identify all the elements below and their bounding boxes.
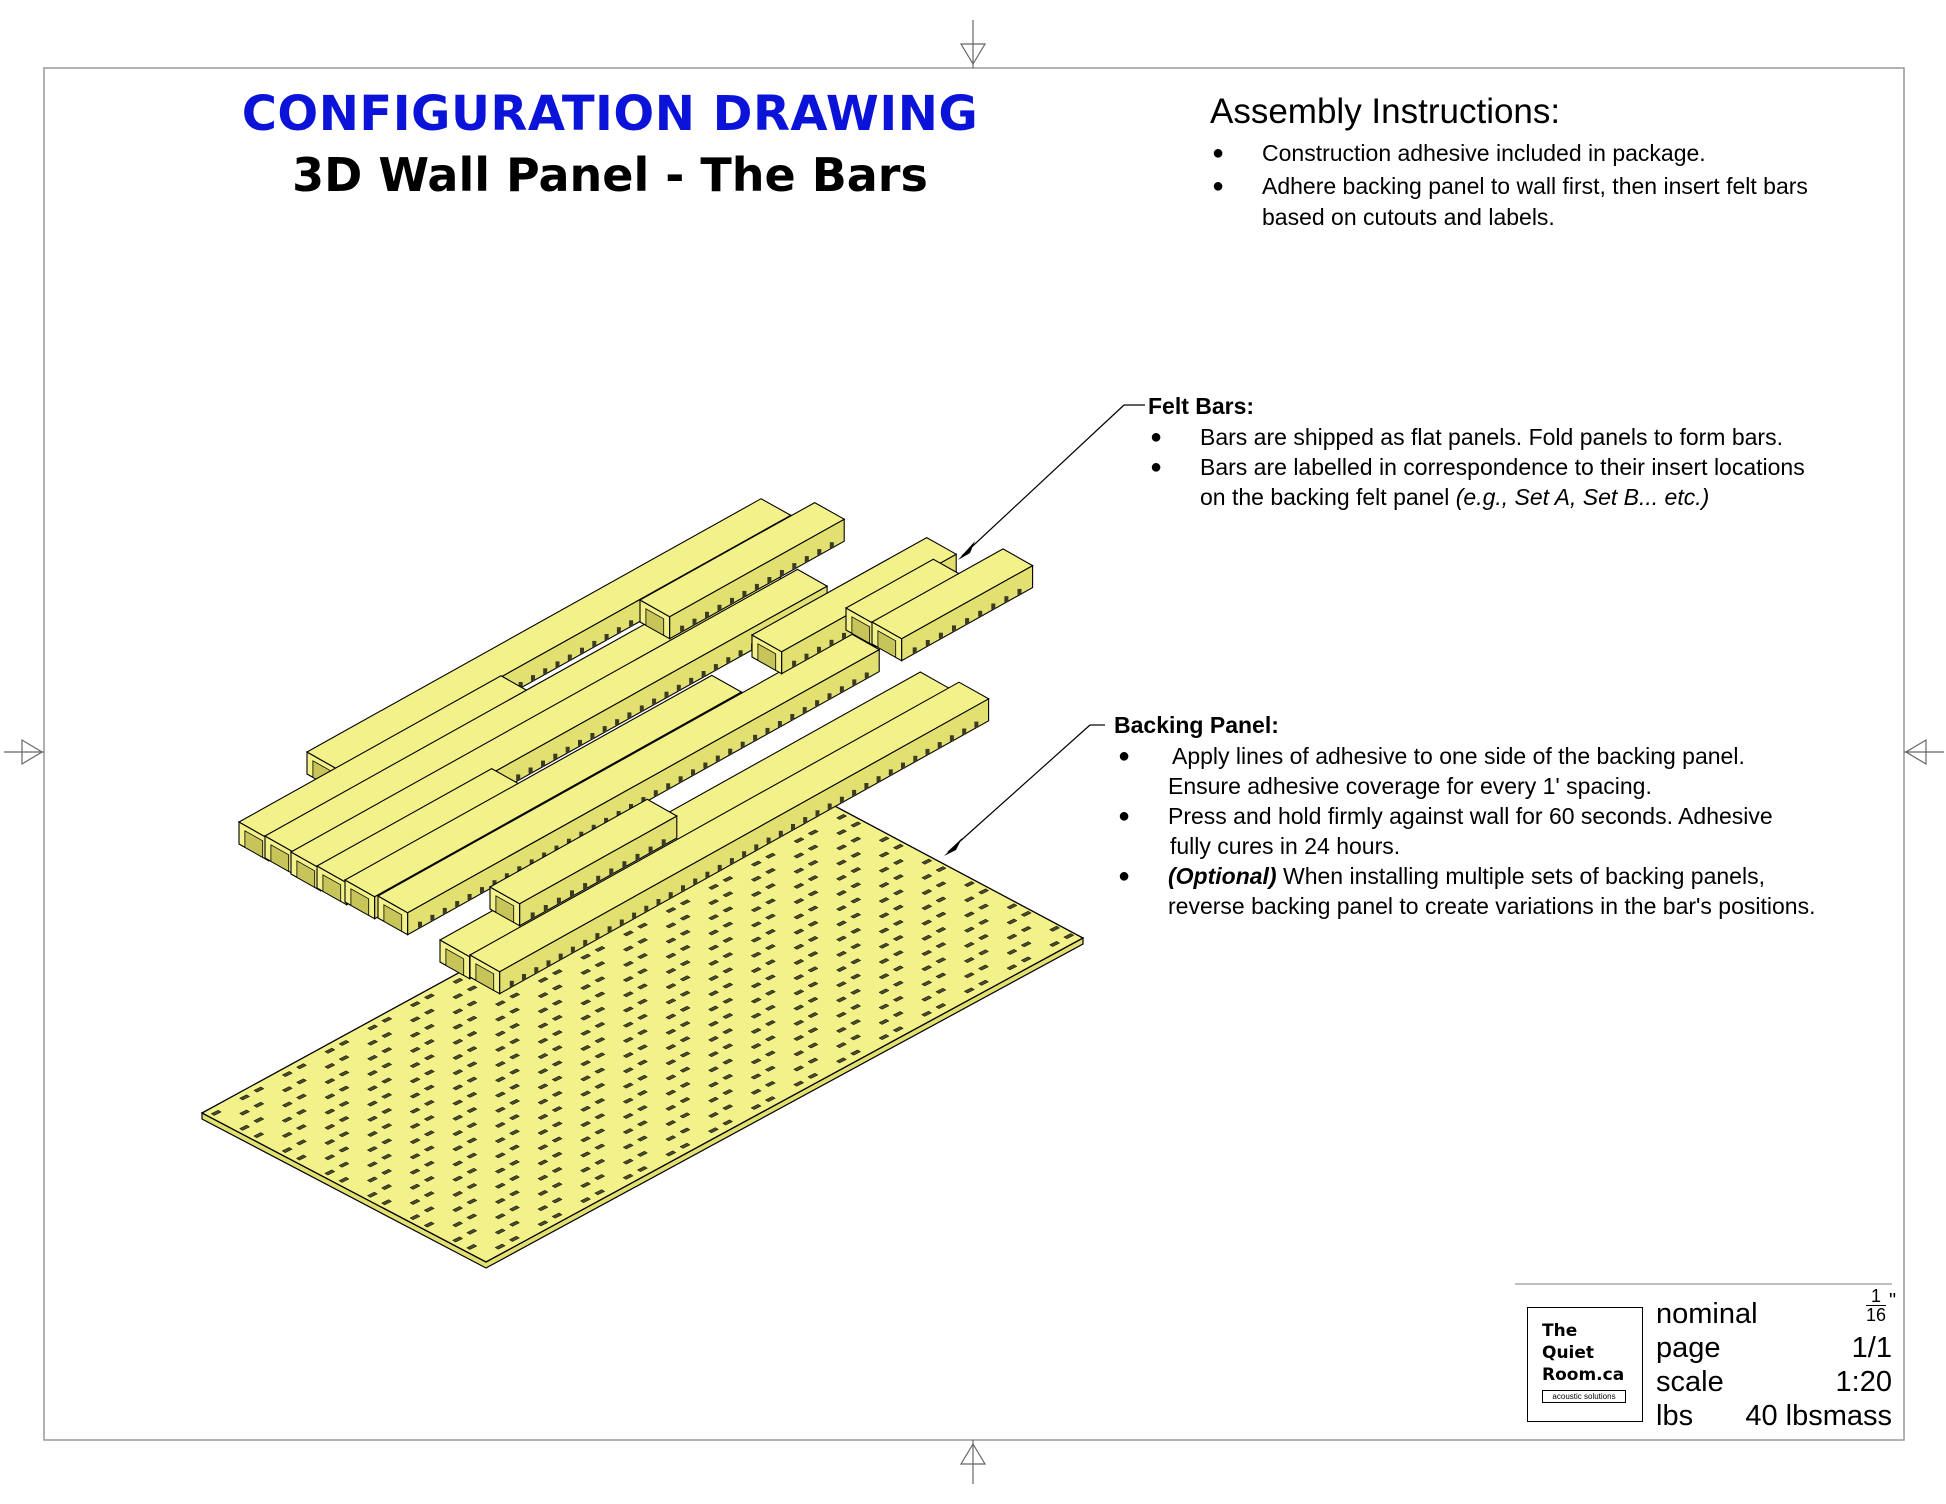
felt-bar-tab (608, 926, 612, 932)
felt-bar-tab (828, 693, 832, 699)
felt-bar-tab (510, 981, 514, 987)
felt-bar-tab (468, 894, 472, 900)
felt-bar-tab (889, 769, 893, 775)
felt-bar-tab (741, 742, 745, 748)
felt-bar-tab (815, 700, 819, 706)
backing-panel-item-text: Apply lines of adhesive to one side of the backing panel. (1172, 743, 1745, 769)
assembly-item-text-continued: based on cutouts and labels. (1262, 204, 1555, 230)
assembly-heading: Assembly Instructions: (1210, 92, 1561, 131)
felt-bar-tab (455, 901, 459, 907)
felt-bar-tab (702, 671, 706, 677)
felt-bar-tab (978, 611, 982, 617)
felt-bars-list (1150, 422, 1805, 512)
felt-bar-tab (556, 661, 560, 667)
felt-bar-tab (443, 908, 447, 914)
felt-bar-tab (615, 719, 619, 725)
weight-value: 40 lbsmass (1745, 1400, 1892, 1432)
felt-bar-tab (522, 974, 526, 980)
felt-bar-tab (1004, 596, 1008, 602)
backing-panel-list (1118, 741, 1816, 921)
felt-bar-tab (766, 728, 770, 734)
felt-bar-tab (840, 686, 844, 692)
felt-bar-tab (962, 729, 966, 735)
felt-bar-tab (726, 657, 730, 663)
bullet-icon: ● (1150, 456, 1163, 478)
felt-bars-item (1150, 422, 1805, 452)
backing-panel-item (1118, 741, 1815, 801)
page-label: page (1656, 1332, 1721, 1364)
company-logo (1527, 1307, 1643, 1422)
felt-bar-tab (830, 640, 834, 646)
scale-label: scale (1656, 1366, 1724, 1398)
felt-bar-tab (805, 654, 809, 660)
nominal-denominator: 16 (1865, 1305, 1887, 1325)
assembly-item-text: Adhere backing panel to wall first, then insert felt bars (1262, 173, 1808, 199)
felt-bar-tab (534, 967, 538, 973)
felt-bar-tab (644, 906, 648, 912)
felt-bar-tab (557, 898, 561, 904)
felt-bar-tab (531, 675, 535, 681)
logo-text-line: Quiet (1542, 1343, 1595, 1363)
felt-bars-arrow (958, 541, 975, 560)
felt-bar-tab (622, 861, 626, 867)
felt-bar-tab (480, 887, 484, 893)
felt-bar-tab (828, 804, 832, 810)
backing-panel-item (1118, 861, 1816, 921)
felt-bar-tab (571, 947, 575, 953)
bullet-icon: ● (1150, 426, 1163, 448)
felt-bar-tab (547, 960, 551, 966)
felt-bar-tab (926, 749, 930, 755)
bullet-icon: ● (1118, 865, 1131, 887)
felt-bar-tab (703, 763, 707, 769)
felt-bar-tab (817, 647, 821, 653)
felt-bar-tab (516, 774, 520, 780)
felt-bar-tab (792, 661, 796, 667)
logo-text-line: The (1542, 1321, 1578, 1341)
felt-bar-tab (544, 905, 548, 911)
felt-bars-item (1150, 452, 1805, 512)
felt-bar-tab (952, 625, 956, 631)
felt-bars-item-text: Bars are labelled in correspondence to their insert locations (1200, 454, 1805, 480)
felt-bar-tab (596, 876, 600, 882)
felt-bar-tab (693, 879, 697, 885)
felt-bar-tab (649, 847, 653, 853)
backing-panel-item (1118, 801, 1815, 861)
felt-bar-tab (629, 620, 633, 626)
backing-panel-item-text-continued: reverse backing panel to create variations in the bar's positions. (1168, 893, 1816, 919)
felt-bar-tab (803, 707, 807, 713)
felt-bar-tab (580, 648, 584, 654)
felt-bar-tab (965, 618, 969, 624)
felt-bar-tab (578, 740, 582, 746)
felt-bar-tab (767, 838, 771, 844)
felt-bar-tab (803, 817, 807, 823)
felt-bar-tab (778, 721, 782, 727)
nominal-numerator: 1 (1870, 1286, 1881, 1306)
felt-bar-tab (430, 915, 434, 921)
drawing-title: CONFIGURATION DRAWING (241, 86, 979, 142)
felt-bar-tab (840, 797, 844, 803)
backing-panel-item-text: When installing multiple sets of backing panels, (1276, 863, 1765, 889)
felt-bar-tab (780, 570, 784, 576)
bullet-icon: ● (1212, 142, 1225, 164)
felt-bar-tab (865, 673, 869, 679)
felt-bar-tab (816, 810, 820, 816)
leader-lines (948, 405, 1145, 852)
felt-bar-tab (590, 733, 594, 739)
felt-bar-tab (531, 912, 535, 918)
felt-bar-tab (742, 851, 746, 857)
felt-bar-tab (541, 761, 545, 767)
felt-bar-tab (950, 735, 954, 741)
felt-bar-tab (418, 922, 422, 928)
felt-bar-tab (755, 584, 759, 590)
felt-bar-tab (654, 790, 658, 796)
felt-bar-tab (595, 933, 599, 939)
felt-bar-tab (817, 549, 821, 555)
felt-bar-tab (791, 824, 795, 830)
nominal-unit: " (1889, 1290, 1897, 1312)
bullet-icon: ● (1118, 805, 1131, 827)
felt-bar-tab (640, 706, 644, 712)
felt-bar-tab (1018, 589, 1022, 595)
felt-bar-tab (926, 640, 930, 646)
felt-bar-tab (705, 872, 709, 878)
felt-bar-tab (666, 783, 670, 789)
felt-bar-tab (603, 726, 607, 732)
felt-bar-tab (779, 831, 783, 837)
felt-bars-item-text-continued: on the backing felt panel (1200, 484, 1456, 510)
felt-bar-tab (620, 920, 624, 926)
felt-bar-tab (559, 954, 563, 960)
felt-bar-tab (543, 668, 547, 674)
felt-bar-tab (553, 754, 557, 760)
felt-bar-tab (679, 776, 683, 782)
felt-bar-tab (767, 577, 771, 583)
backing-panel-heading: Backing Panel: (1114, 712, 1279, 738)
backing-panel-item-text-continued: fully cures in 24 hours. (1170, 833, 1401, 859)
felt-bar-tab (714, 664, 718, 670)
felt-bar-tab (728, 749, 732, 755)
felt-bar-tab (938, 742, 942, 748)
felt-bar-tab (689, 678, 693, 684)
bullet-icon: ● (1118, 745, 1131, 767)
nominal-label: nominal (1656, 1298, 1758, 1330)
felt-bar-tab (652, 699, 656, 705)
felt-bar-tab (718, 865, 722, 871)
scale-value: 1:20 (1835, 1366, 1892, 1398)
felt-bar-tab (754, 844, 758, 850)
logo-tagline: acoustic solutions (1542, 1390, 1626, 1403)
backing-panel-item-text-continued: Ensure adhesive coverage for every 1' spacing. (1168, 773, 1652, 799)
felt-bar-tab (742, 591, 746, 597)
felt-bars-example: (e.g., Set A, Set B... etc.) (1455, 484, 1710, 510)
felt-bar-tab (657, 899, 661, 905)
assembly-item-text: Construction adhesive included in package. (1262, 140, 1706, 166)
felt-bar-tab (901, 763, 905, 769)
felt-bar-tab (730, 598, 734, 604)
felt-bar-tab (730, 858, 734, 864)
felt-bar-tab (636, 854, 640, 860)
felt-bar-tab (691, 769, 695, 775)
felt-bar-tab (842, 633, 846, 639)
felt-bar-tab (583, 940, 587, 946)
felt-bar-tab (662, 839, 666, 845)
felt-bar-tab (792, 563, 796, 569)
felt-bar-tab (609, 869, 613, 875)
felt-bar-tab (716, 756, 720, 762)
weight-label: lbs (1656, 1400, 1694, 1432)
assembly-item (1212, 138, 1808, 169)
assembly-item (1212, 171, 1808, 233)
felt-bar-tab (680, 626, 684, 632)
nominal-fraction (1864, 1288, 1888, 1324)
backing-panel-arrow (944, 838, 962, 856)
felt-bar-tab (566, 747, 570, 753)
felt-bar-tab (632, 913, 636, 919)
felt-bar-tab (693, 619, 697, 625)
optional-label: (Optional) (1168, 863, 1277, 889)
felt-bar-tab (570, 890, 574, 896)
felt-bar-tab (805, 556, 809, 562)
felt-bar-tab (583, 883, 587, 889)
logo-text-line: Room.ca (1542, 1365, 1625, 1385)
felt-bar-tab (974, 722, 978, 728)
felt-bar-tab (753, 735, 757, 741)
felt-bar-tab (790, 714, 794, 720)
felt-bar-tab (718, 605, 722, 611)
assembly-list (1212, 138, 1808, 233)
felt-bar-tab (830, 542, 834, 548)
felt-bar-tab (939, 633, 943, 639)
felt-bar-tab (677, 685, 681, 691)
felt-bars-item-text: Bars are shipped as flat panels. Fold panels to form bars. (1200, 424, 1783, 450)
page-value: 1/1 (1851, 1332, 1892, 1364)
felt-bar-tab (739, 650, 743, 656)
felt-bar-tab (864, 783, 868, 789)
drawing-subtitle: 3D Wall Panel - The Bars (292, 148, 928, 202)
backing-panel-item-text: Press and hold firmly against wall for 60 seconds. Adhesive (1168, 803, 1773, 829)
felt-bar-tab (605, 634, 609, 640)
felt-bar-tab (681, 885, 685, 891)
felt-bar-tab (705, 612, 709, 618)
bullet-icon: ● (1212, 175, 1225, 197)
felt-bar-tab (913, 647, 917, 653)
felt-bar-tab (627, 712, 631, 718)
felt-bar-tab (852, 679, 856, 685)
felt-bar-tab (568, 655, 572, 661)
felt-bar-tab (617, 627, 621, 633)
felt-bar-tab (913, 756, 917, 762)
felt-bar-tab (877, 776, 881, 782)
felt-bar-tab (665, 692, 669, 698)
felt-bar-tab (991, 604, 995, 610)
felt-bar-tab (669, 892, 673, 898)
felt-bar-tab (529, 768, 533, 774)
felt-bars-heading: Felt Bars: (1148, 393, 1255, 419)
felt-bar-tab (852, 790, 856, 796)
felt-bar-tab (592, 641, 596, 647)
